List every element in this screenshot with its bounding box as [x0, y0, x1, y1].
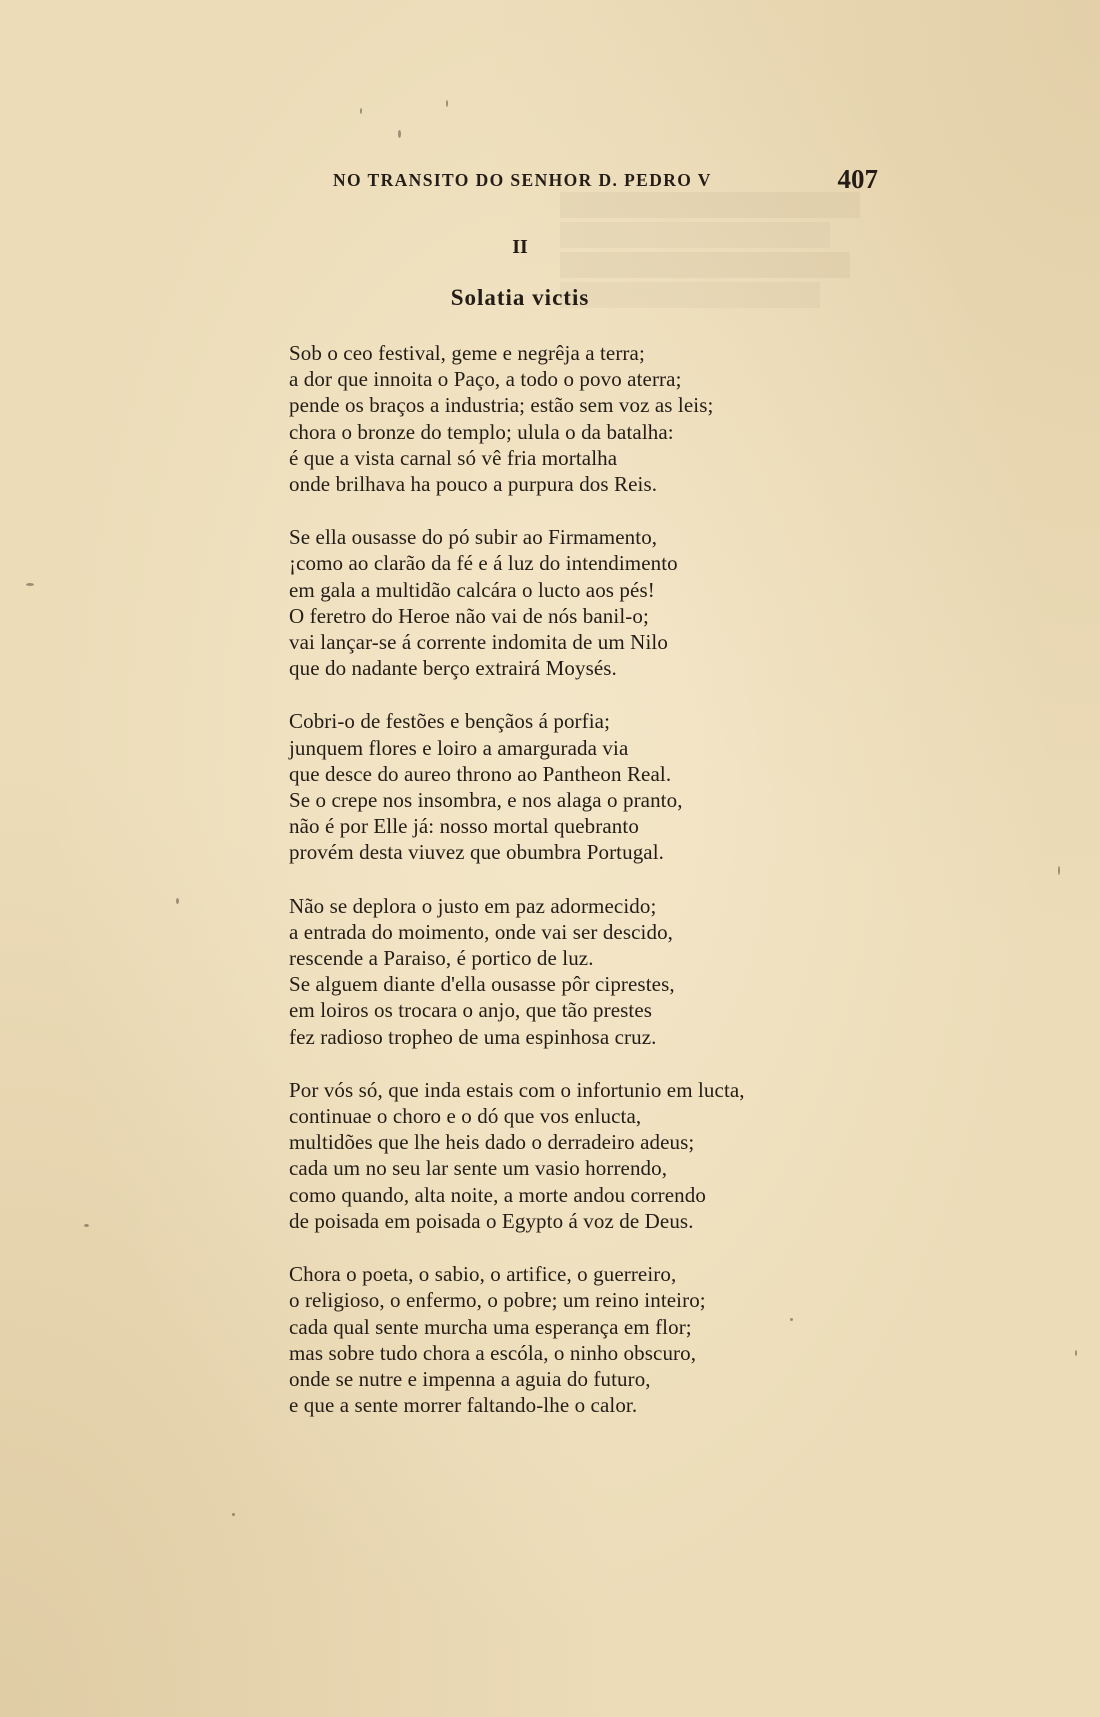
verse-line: ¡como ao clarão da fé e á luz do intendimento [289, 551, 678, 576]
stanza [289, 1077, 829, 1234]
poem-body [289, 340, 829, 1445]
verse-line: a entrada do moimento, onde vai ser descido, [289, 919, 674, 944]
stanza [289, 524, 829, 681]
speck [1075, 1350, 1077, 1356]
speck [790, 1318, 793, 1321]
verse-line: rescende a Paraiso, é portico de luz. [289, 946, 594, 971]
verse-line: que do nadante berço extrairá Moysés. [289, 656, 617, 681]
verse-line: que desce do aureo throno ao Pantheon Real. [289, 761, 672, 786]
stanza [289, 708, 829, 865]
speck [360, 108, 362, 114]
verse-line: multidões que lhe heis dado o derradeiro adeus; [289, 1130, 695, 1155]
verse-line: cada um no seu lar sente um vasio horrendo, [289, 1156, 668, 1181]
verse-line: em loiros os trocara o anjo, que tão prestes [289, 998, 653, 1023]
speck [1058, 866, 1060, 875]
verse-line: Se o crepe nos insombra, e nos alaga o pranto, [289, 788, 683, 813]
verse-line: chora o bronze do templo; ulula o da batalha: [289, 419, 674, 444]
speck [446, 100, 448, 107]
verse-line: a dor que innoita o Paço, a todo o povo aterra; [289, 367, 682, 392]
stanza [289, 340, 829, 497]
verse-line: pende os braços a industria; estão sem voz as leis; [289, 393, 714, 418]
verse-line: Cobri-o de festões e bençãos á porfia; [289, 709, 611, 734]
verse-line: em gala a multidão calcára o lucto aos pés! [289, 577, 655, 602]
verse-line: O feretro do Heroe não vai de nós banil-o; [289, 603, 649, 628]
section-number: II [512, 236, 528, 258]
poem-title: Solatia victis [450, 285, 590, 310]
verse-line: e que a sente morrer faltando-lhe o calor. [289, 1393, 638, 1418]
verse-line: Por vós só, que inda estais com o infortunio em lucta, [289, 1077, 745, 1102]
page-number: 407 [837, 164, 878, 194]
verse-line: continuae o choro e o dó que vos enlucta, [289, 1104, 642, 1129]
verse-line: cada qual sente murcha uma esperança em flor; [289, 1314, 692, 1339]
verse-line: é que a vista carnal só vê fria mortalha [289, 445, 618, 470]
verse-line: vai lançar-se á corrente indomita de um Nilo [289, 630, 668, 655]
verse-line: como quando, alta noite, a morte andou correndo [289, 1182, 706, 1207]
verse-line: de poisada em poisada o Egypto á voz de Deus. [289, 1208, 694, 1233]
verse-line: mas sobre tudo chora a escóla, o ninho obscuro, [289, 1340, 697, 1365]
verse-line: onde se nutre e impenna a aguia do futuro, [289, 1366, 651, 1391]
verse-line: Se ella ousasse do pó subir ao Firmamento, [289, 525, 658, 550]
verse-line: Se alguem diante d'ella ousasse pôr ciprestes, [289, 972, 675, 997]
verse-line: fez radioso tropheo de uma espinhosa cruz. [289, 1024, 657, 1049]
verse-line: o religioso, o enfermo, o pobre; um reino inteiro; [289, 1288, 706, 1313]
verse-line: onde brilhava ha pouco a purpura dos Reis. [289, 472, 658, 497]
verse-line: junquem flores e loiro a amargurada via [289, 735, 629, 760]
speck [26, 583, 34, 586]
verse-line: Sob o ceo festival, geme e negrêja a terra; [289, 341, 645, 365]
verse-line: Chora o poeta, o sabio, o artifice, o guerreiro, [289, 1262, 677, 1287]
stanza [289, 893, 829, 1050]
speck [398, 130, 401, 138]
verse-line: provém desta viuvez que obumbra Portugal. [289, 840, 665, 865]
page-header [333, 166, 878, 196]
speck [232, 1513, 235, 1516]
stanza [289, 1261, 829, 1418]
verse-line: não é por Elle já: nosso mortal quebranto [289, 814, 639, 839]
speck [176, 898, 179, 904]
verse-line: Não se deplora o justo em paz adormecido; [289, 893, 657, 918]
speck [84, 1224, 89, 1227]
running-head: NO TRANSITO DO SENHOR D. PEDRO V [333, 170, 712, 190]
